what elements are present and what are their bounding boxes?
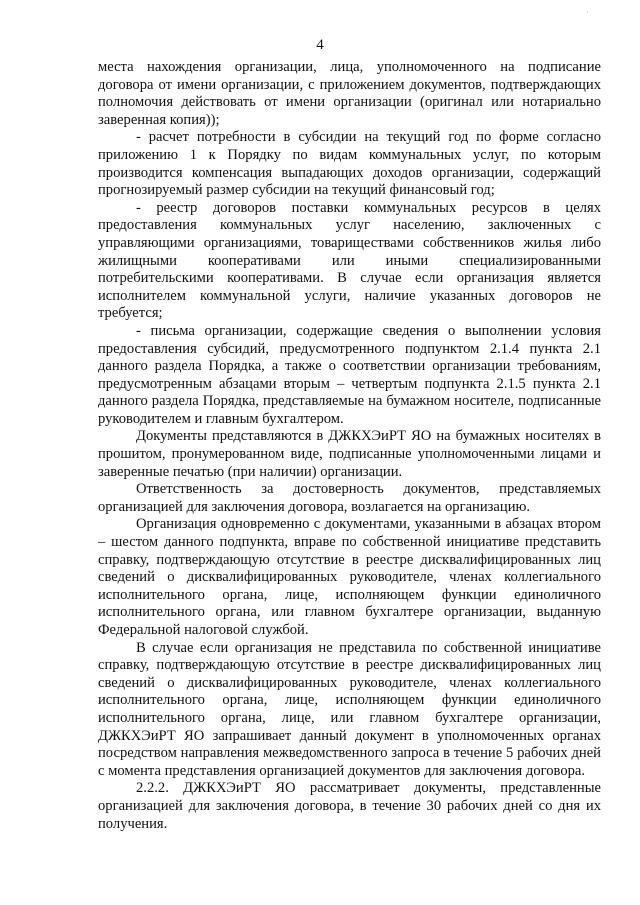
paragraph-contracts-register: - реестр договоров поставки коммунальных ресурсов в целях предоставления коммунальных услуг населению, заключенных с управляющими организациями, товариществами собственников жилья либо жилищными кооперативами или иными специализированными потребительскими кооперативами. В случае если организация является исполнителем коммунальной услуги, наличие указанных договоров не требуется; — [98, 199, 601, 322]
paragraph-responsibility: Ответственность за достоверность документов, представляемых организацией для заключения договора, возлагается на организацию. — [98, 481, 601, 515]
paragraph-subsidy-calculation: - расчет потребности в субсидии на текущий год по форме согласно приложению 1 к Порядку по видам коммунальных услуг, по которым производится компенсация выпадающих доходов организации, содержащий прогнозируемый размер субсидии на текущий финансовый год; — [98, 129, 601, 199]
paragraph-optional-certificate: Организация одновременно с документами, указанными в абзацах втором – шестом данного подпункта, вправе по собственной инициативе представить справку, подтверждающую отсутствие в реестре дисквалифицированных лиц сведений о дисквалифицированных руководителе, членах коллегиального исполнительного органа, лице, исполняющем функции единоличного исполнительного органа, или главном бухгалтере организации, выданную Федеральной налоговой службой. — [98, 516, 601, 638]
paragraph-organization-letters: - письма организации, содержащие сведения о выполнении условия предоставления субсидий, предусмотренного подпунктом 2.1.4 пункта 2.1 данного раздела Порядка, а также о соответствии организации требованиям, предусмотренным абзацами вторым – четвертым подпункта 2.1.5 пункта 2.1 данного раздела Порядка, представляемые на бумажном носителе, подписанные руководителем и главным бухгалтером. — [98, 322, 601, 427]
page-number: 4 — [316, 37, 324, 53]
paragraph-review-period: 2.2.2. ДЖКХЭиРТ ЯО рассматривает документы, представленные организацией для заключения договора, в течение 30 рабочих дней со дня их получения. — [98, 780, 601, 832]
paragraph-interagency-request: В случае если организация не представила по собственной инициативе справку, подтверждающую отсутствие в реестре дисквалифицированных лиц сведений о дисквалифицированных руководителе, членах коллегиального исполнительного органа, лице, исполняющем функции единоличного исполнительного органа, лице, или главном бухгалтере организации, ДЖКХЭиРТ ЯО запрашивает данный документ в уполномоченных органах посредством направления межведомственного запроса в течение 5 рабочих дней с момента представления организацией документов для заключения договора. — [98, 639, 601, 779]
paragraph-submission: Документы представляются в ДЖКХЭиРТ ЯО на бумажных носителях в прошитом, пронумерованном виде, подписанные уполномоченными лицами и заверенные печатью (при наличии) организации. — [98, 428, 601, 480]
scan-mark: · — [586, 8, 589, 17]
body-text — [98, 59, 601, 833]
paragraph-continuation: места нахождения организации, лица, уполномоченного на подписание договора от имени организации, с приложением документов, подтверждающих полномочия действовать от имени организации (оригинал или нотариально заверенная копия)); — [98, 59, 601, 128]
